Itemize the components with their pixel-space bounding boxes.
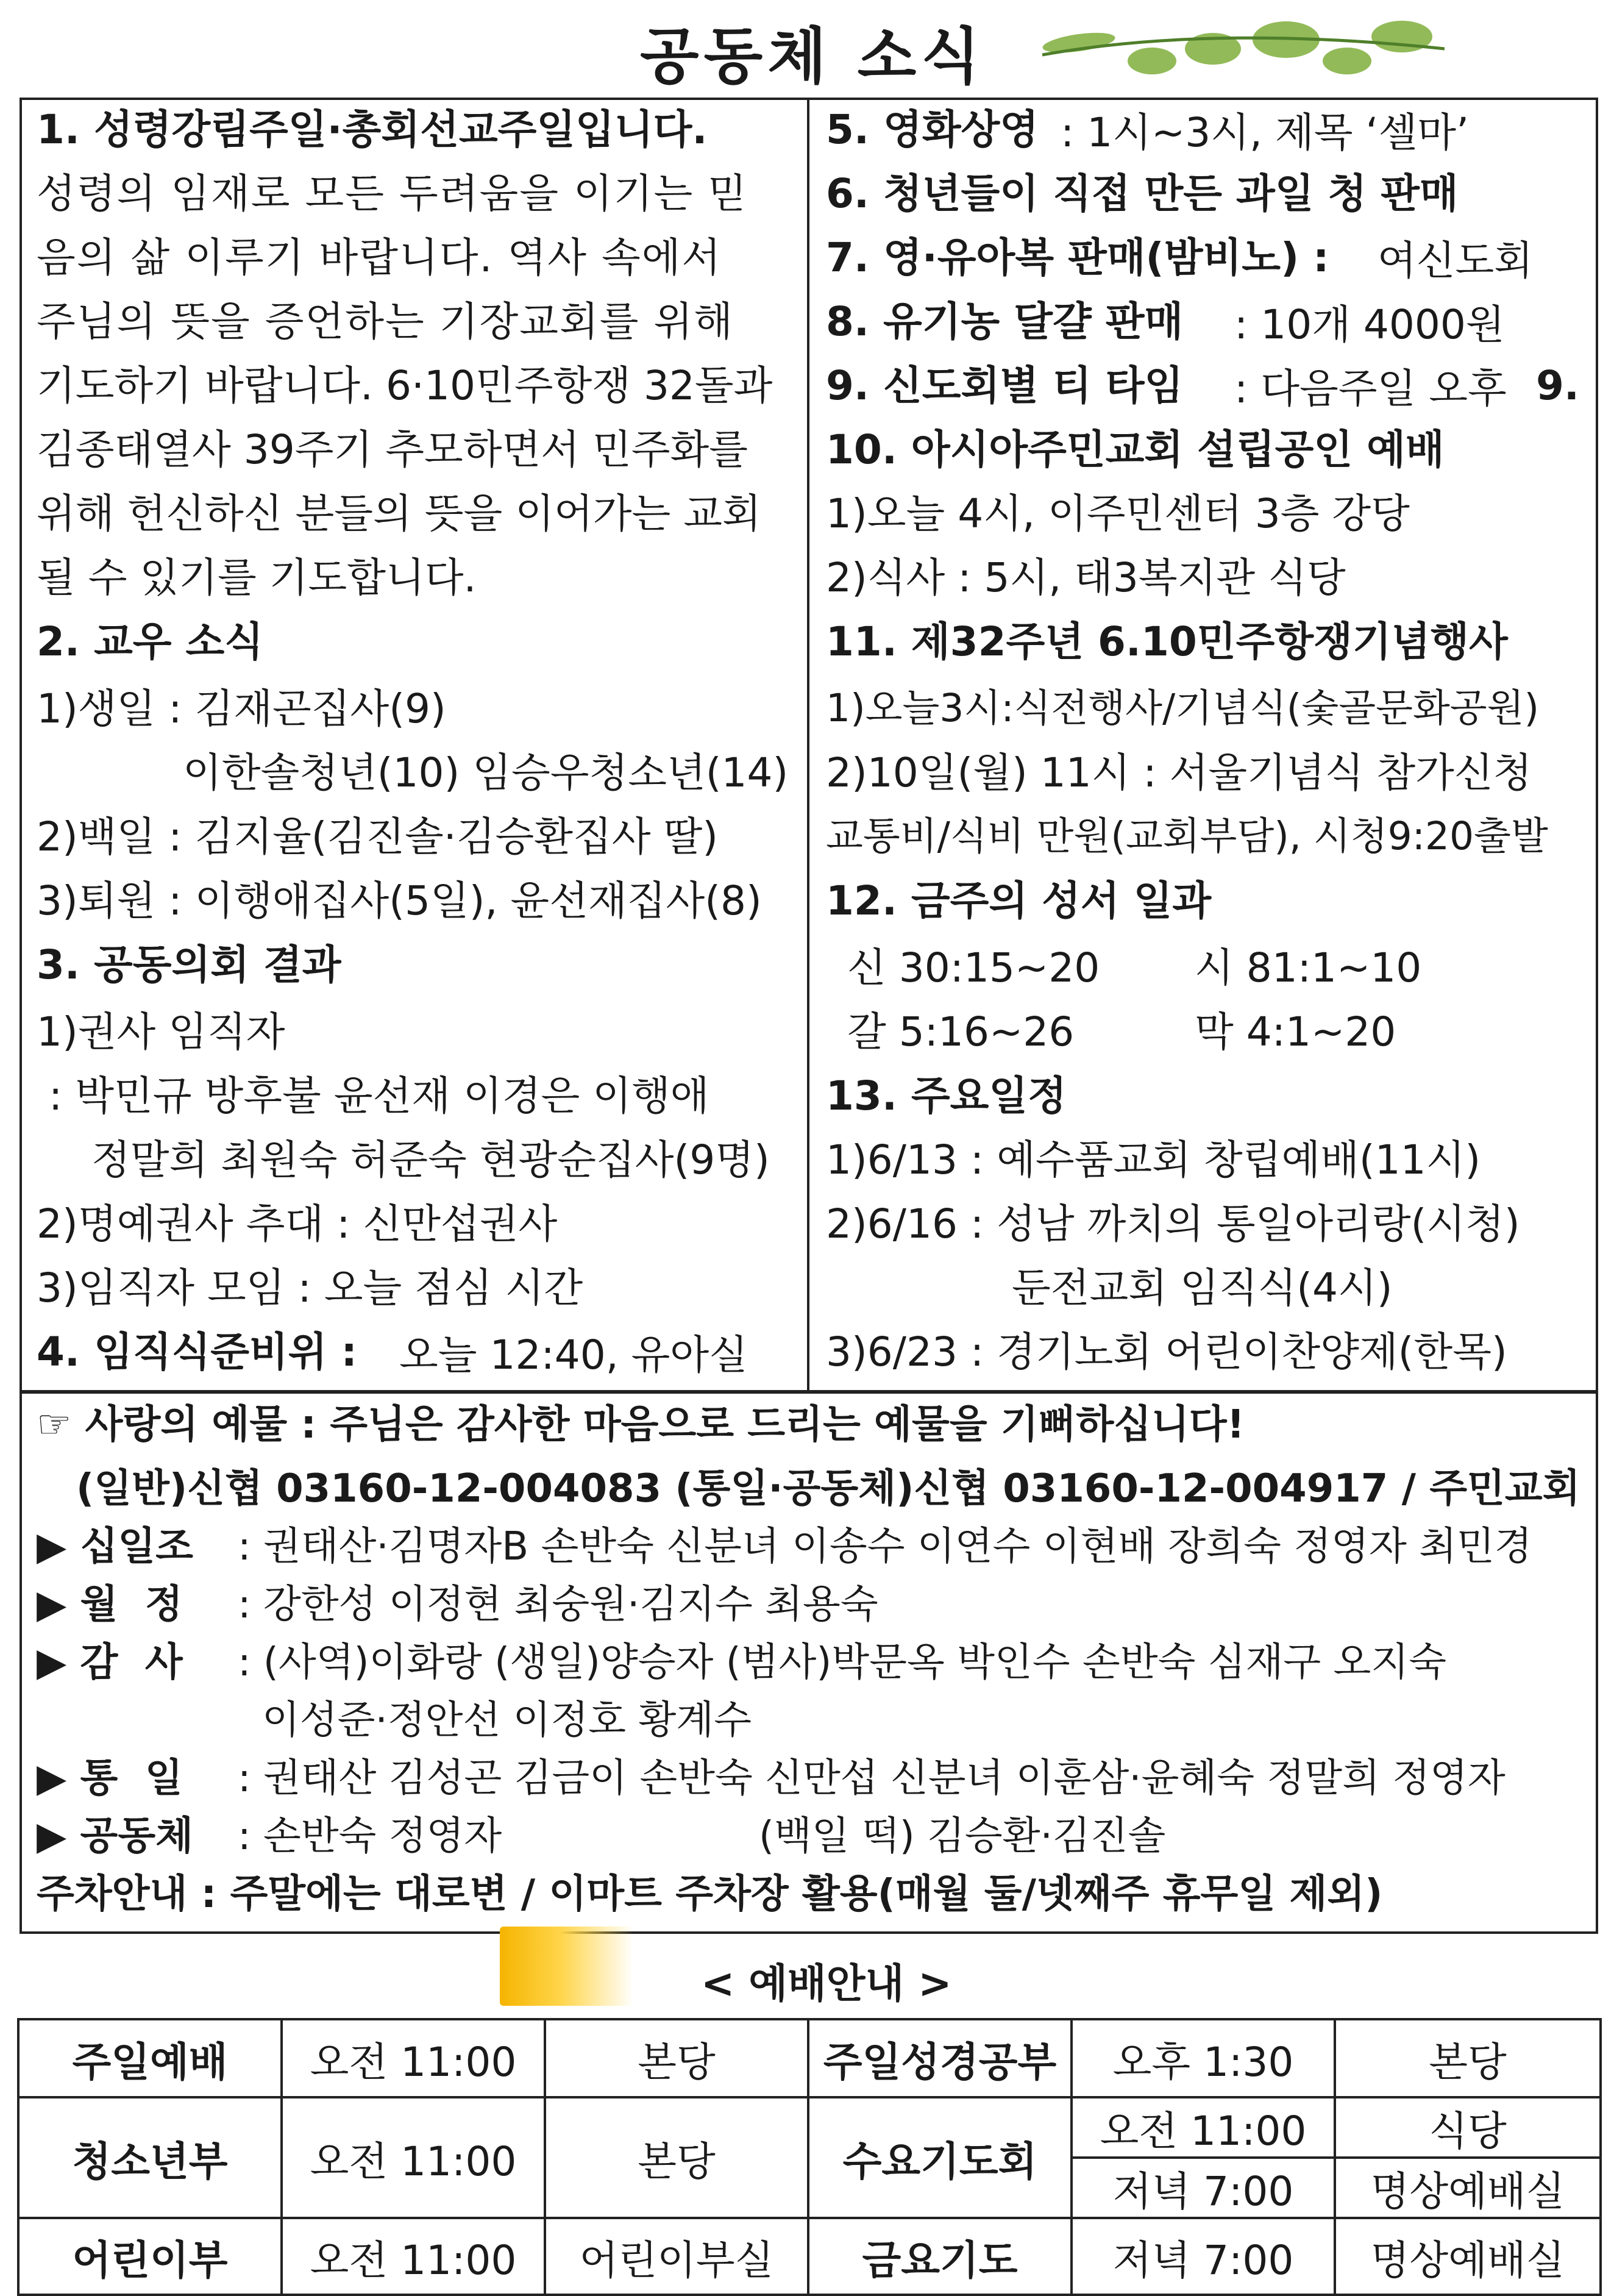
section-2-line: 3)퇴원 : 이행애집사(5일), 윤선재집사(8) [37, 877, 762, 924]
section-8-title: 8. 유기농 달걀 판매 [826, 298, 1184, 345]
schedule-line: 2)6/16 : 성남 까치의 통일아리랑(시청) [826, 1200, 1520, 1247]
section-5-title: 5. 영화상영 [826, 106, 1039, 153]
section-1-line: 음의 삶 이루기 바랍니다. 역사 속에서 [37, 234, 722, 281]
yellow-swatch-decoration [500, 1927, 634, 2006]
schedule-line: 1)6/13 : 예수품교회 창립예배(11시) [826, 1136, 1481, 1183]
section-1-line: 위해 헌신하신 분들의 뜻을 이어가는 교회 [37, 490, 761, 537]
service-time: 오전 11:00 [282, 2218, 545, 2295]
section-1-line: 기도하기 바랍니다. 6·10민주항쟁 32돌과 [37, 362, 773, 409]
page-title: 공동체 소식 [640, 21, 985, 92]
parking-notice: 주차안내 : 주말에는 대로변 / 이마트 주차장 활용(매월 둘/넷째주 휴무일 제외) [37, 1872, 1383, 1917]
service-time: 오후 1:30 [1072, 2019, 1335, 2097]
reading-4: 막 4:1~20 [1195, 1008, 1396, 1055]
service-place: 본당 [1335, 2019, 1601, 2097]
service-name: 어린이부 [18, 2218, 282, 2295]
service-place: 식당 [1335, 2097, 1601, 2158]
tithe-names: : 권태산·김명자B 손반숙 신분녀 이송수 이연수 이현배 장희숙 정영자 최민경 [238, 1524, 1532, 1569]
section-3-line: 2)명예권사 추대 : 신만섭권사 [37, 1200, 558, 1247]
service-place: 명상예배실 [1335, 2218, 1601, 2295]
section-1-line: 성령의 임재로 모든 두려움을 이기는 믿 [37, 170, 748, 217]
section-12-title: 12. 금주의 성서 일과 [826, 877, 1212, 924]
service-place: 어린이부실 [545, 2218, 808, 2295]
news-left-column [20, 98, 809, 1390]
service-place: 본당 [545, 2019, 808, 2097]
section-3-line: 정말희 최원숙 허준숙 현광순집사(9명) [91, 1136, 770, 1183]
section-11-line: 교통비/식비 만원(교회부담), 시청9:20출발 [826, 814, 1548, 858]
section-9-time: 9. [1536, 362, 1579, 409]
section-4-title: 4. 임직식준비위 : [37, 1328, 357, 1375]
leaf-decoration [1030, 12, 1457, 85]
section-2-line: 2)백일 : 김지율(김진솔·김승환집사 딸) [37, 813, 718, 860]
reading-1: 신 30:15~20 [847, 944, 1100, 991]
baekil-text: (백일 떡) 김승환·김진솔 [759, 1814, 1166, 1859]
section-10-line: 2)식사 : 5시, 태3복지관 식당 [826, 554, 1346, 601]
reading-2: 시 81:1~10 [1195, 944, 1422, 991]
table-row [18, 2019, 1601, 2097]
service-name: 주일성경공부 [808, 2019, 1072, 2097]
section-3-line: 3)임직자 모임 : 오늘 점심 시간 [37, 1264, 583, 1311]
section-1-line: 될 수 있기를 기도합니다. [37, 554, 477, 601]
thanks-label: ▶ 감 사 [37, 1640, 183, 1685]
service-time: 저녁 7:00 [1072, 2158, 1335, 2218]
table-row [18, 2218, 1601, 2295]
section-9-text: : 다음주일 오후 [1234, 365, 1507, 412]
section-13-title: 13. 주요일정 [826, 1072, 1067, 1119]
unity-label: ▶ 통 일 [37, 1756, 183, 1801]
section-11-title: 11. 제32주년 6.10민주항쟁기념행사 [826, 618, 1508, 665]
community-label: ▶ 공동체 [37, 1814, 193, 1859]
service-time: 오전 11:00 [282, 2019, 545, 2097]
section-4-text: 오늘 12:40, 유아실 [399, 1332, 748, 1378]
service-name: 금요기도 [808, 2218, 1072, 2295]
section-10-line: 1)오늘 4시, 이주민센터 3층 강당 [826, 490, 1410, 537]
community-names: : 손반숙 정영자 [238, 1814, 502, 1859]
section-2-line: 1)생일 : 김재곤집사(9) [37, 685, 446, 732]
section-9-title: 9. 신도회별 티 타임 [826, 362, 1184, 409]
thanks-names: : (사역)이화랑 (생일)양승자 (범사)박문옥 박인수 손반숙 심재구 오지숙 [238, 1640, 1447, 1685]
service-name: 수요기도회 [808, 2097, 1072, 2218]
section-6-title: 6. 청년들이 직접 만든 과일 청 판매 [826, 170, 1459, 217]
section-7-text: 여신도회 [1378, 237, 1534, 284]
section-2-title: 2. 교우 소식 [37, 618, 263, 665]
service-time: 오전 11:00 [282, 2097, 545, 2218]
thanks-names-2: 이성준·정안선 이정호 황계수 [262, 1698, 752, 1743]
section-10-title: 10. 아시아주민교회 설립공인 예배 [826, 426, 1445, 473]
schedule-line: 둔전교회 임직식(4시) [1012, 1264, 1393, 1311]
section-11-line: 2)10일(월) 11시 : 서울기념식 참가신청 [826, 749, 1532, 796]
section-1-title: 1. 성령강림주일·총회선교주일입니다. [37, 106, 708, 153]
monthly-label: ▶ 월 정 [37, 1582, 183, 1627]
section-3-title: 3. 공동의회 결과 [37, 941, 341, 988]
section-5-text: : 1시~3시, 제목 ‘셀마’ [1061, 109, 1469, 156]
table-row [18, 2097, 1601, 2158]
section-7-title: 7. 영·유아복 판매(밤비노) : [826, 234, 1329, 281]
unity-names: : 권태산 김성곤 김금이 손반숙 신만섭 신분녀 이훈삼·윤혜숙 정말희 정영자 [238, 1756, 1506, 1801]
service-name: 청소년부 [18, 2097, 282, 2218]
service-place: 본당 [545, 2097, 808, 2218]
tithe-label: ▶ 십일조 [37, 1524, 193, 1569]
schedule-line: 3)6/23 : 경기노회 어린이찬양제(한목) [826, 1328, 1507, 1375]
section-1-line: 주님의 뜻을 증언하는 기장교회를 위해 [37, 298, 734, 345]
worship-title: < 예배안내 > [701, 1960, 952, 2007]
section-8-text: : 10개 4000원 [1234, 301, 1505, 348]
section-2-line: 이한솔청년(10) 임승우청소년(14) [183, 749, 789, 796]
service-place: 명상예배실 [1335, 2158, 1601, 2218]
worship-table [17, 2018, 1602, 2296]
reading-3: 갈 5:16~26 [847, 1008, 1075, 1055]
section-1-line: 김종태열사 39주기 추모하면서 민주화를 [37, 426, 748, 473]
offering-accounts: (일반)신협 03160-12-004083 (통일·공동체)신협 03160-12-004917 / 주민교회 [76, 1466, 1580, 1511]
service-name: 주일예배 [18, 2019, 282, 2097]
service-time: 오전 11:00 [1072, 2097, 1335, 2158]
offering-headline: ☞ 사랑의 예물 : 주님은 감사한 마음으로 드리는 예물을 기뻐하십니다! [37, 1402, 1245, 1447]
section-3-line: 1)권사 임직자 [37, 1008, 285, 1055]
service-time: 저녁 7:00 [1072, 2218, 1335, 2295]
section-11-line: 1)오늘3시:식전행사/기념식(숯골문화공원) [826, 686, 1540, 730]
section-3-line: : 박민규 방후불 윤선재 이경은 이행애 [49, 1072, 709, 1119]
monthly-names: : 강한성 이정현 최숭원·김지수 최용숙 [238, 1582, 878, 1627]
